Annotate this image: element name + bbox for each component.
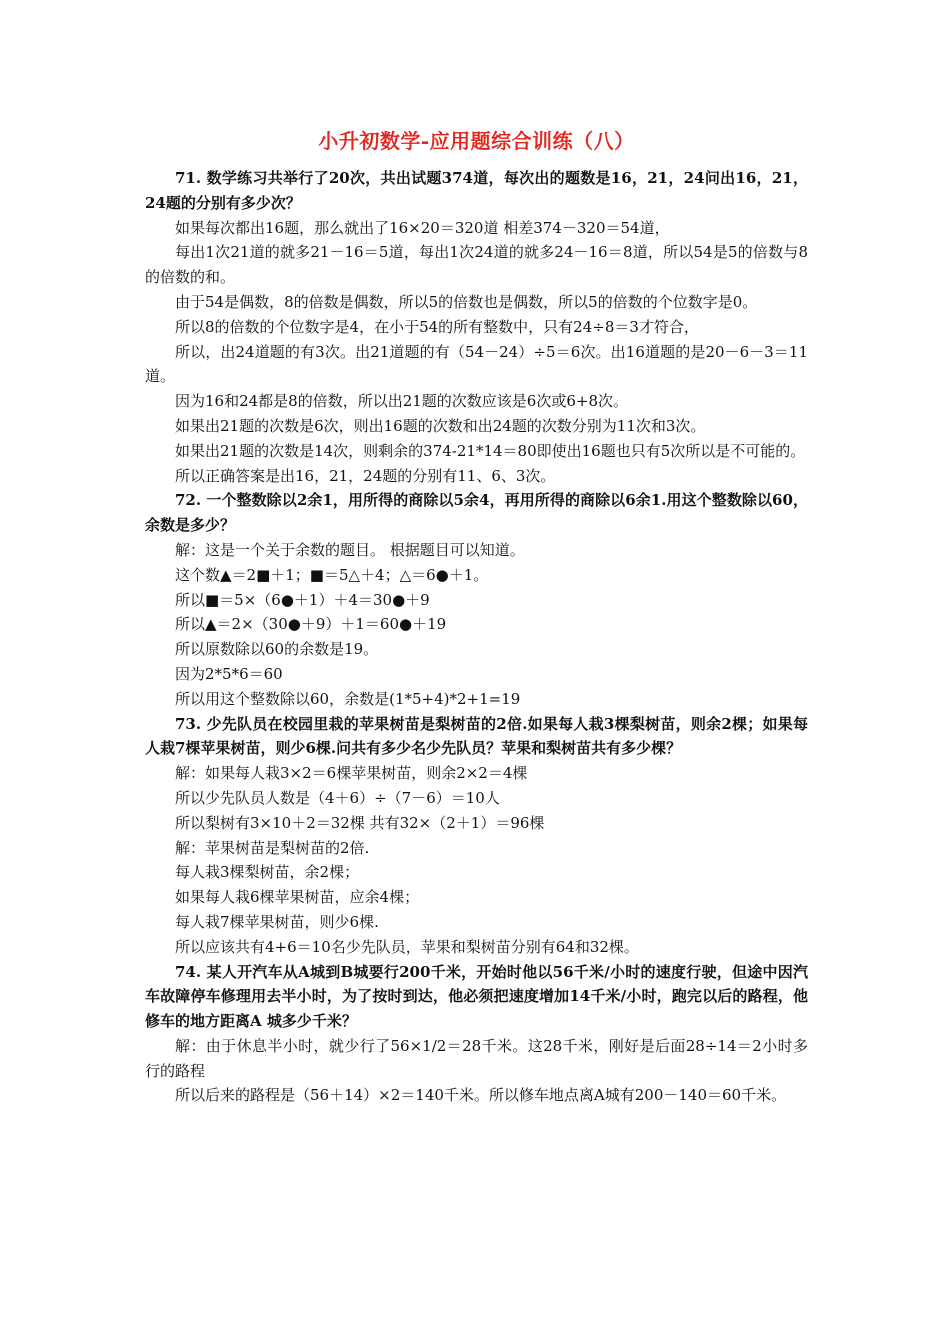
answer-paragraph: 所以■＝5×（6●＋1）＋4＝30●＋9	[175, 590, 430, 609]
answer-paragraph: 所以应该共有4+6＝10名少先队员，苹果和梨树苗分别有64和32棵。	[175, 937, 639, 956]
answer-paragraph: 因为2*5*6＝60	[175, 664, 283, 683]
answer-paragraph: 所以正确答案是出16，21，24题的分别有11、6、3次。	[175, 466, 556, 485]
answer-paragraph: 因为16和24都是8的倍数，所以出21题的次数应该是6次或6+8次。	[175, 392, 629, 411]
answer-paragraph: 每出1次21道的就多21－16＝5道，每出1次24道的就多24－16＝8道，所以54是5的倍数与8的倍数的和。	[145, 243, 808, 287]
answer-paragraph: 每人栽7棵苹果树苗，则少6棵.	[175, 912, 379, 931]
answer-paragraph: 解：如果每人栽3×2＝6棵苹果树苗，则余2×2＝4棵	[175, 764, 528, 783]
answer-paragraph: 所以原数除以60的余数是19。	[175, 640, 379, 659]
answer-paragraph: 解：由于休息半小时，就少行了56×1/2＝28千米。这28千米，刚好是后面28÷14＝2小时多行的路程	[145, 1036, 808, 1080]
answer-paragraph: 所以梨树有3×10＋2＝32棵 共有32×（2＋1）＝96棵	[175, 813, 545, 832]
answer-paragraph: 解：苹果树苗是梨树苗的2倍.	[175, 838, 370, 857]
question-paragraph: 72. 一个整数除以2余1，用所得的商除以5余4，再用所得的商除以6余1.用这个整数除以60，余数是多少？	[145, 491, 808, 535]
answer-paragraph: 每人栽3棵梨树苗，余2棵；	[175, 863, 360, 882]
document-title: 小升初数学-应用题综合训练（八）	[318, 129, 635, 153]
answer-paragraph: 所以8的倍数的个位数字是4，在小于54的所有整数中，只有24÷8＝3才符合，	[175, 317, 699, 336]
question-paragraph: 74. 某人开汽车从A城到B城要行200千米，开始时他以56千米/小时的速度行驶，但途中因汽车故障停车修理用去半小时，为了按时到达，他必须把速度增加14千米/小时，跑完以后的路程，他修车的地方距离A 城多少千米？	[145, 962, 808, 1031]
answer-paragraph: 由于54是偶数，8的倍数是偶数，所以5的倍数也是偶数，所以5的倍数的个位数字是0。	[175, 292, 758, 311]
answer-paragraph: 如果每人栽6棵苹果树苗，应余4棵；	[175, 888, 420, 907]
question-paragraph: 73. 少先队员在校园里栽的苹果树苗是梨树苗的2倍.如果每人栽3棵梨树苗，则余2棵；如果每人栽7棵苹果树苗，则少6棵.问共有多少名少先队员？苹果和梨树苗共有多少棵？	[145, 714, 808, 758]
answer-paragraph: 如果每次都出16题，那么就出了16×20＝320道 相差374－320＝54道，	[175, 218, 670, 237]
answer-paragraph: 解：这是一个关于余数的题目。 根据题目可以知道。	[175, 540, 525, 559]
answer-paragraph: 所以用这个整数除以60，余数是(1*5+4)*2+1=19	[175, 689, 521, 708]
answer-paragraph: 这个数▲＝2■＋1；■＝5△＋4；△＝6●＋1。	[175, 565, 489, 584]
answer-paragraph: 所以少先队员人数是（4＋6）÷（7－6）＝10人	[175, 788, 500, 807]
answer-paragraph: 如果出21题的次数是14次，则剩余的374-21*14＝80即使出16题也只有5次所以是不可能的。	[175, 441, 806, 460]
answer-paragraph: 所以▲＝2×（30●＋9）＋1＝60●＋19	[175, 615, 447, 634]
answer-paragraph: 所以后来的路程是（56＋14）×2＝140千米。所以修车地点离A城有200－140＝60千米。	[175, 1086, 787, 1105]
answer-paragraph: 所以，出24道题的有3次。出21道题的有（54－24）÷5＝6次。出16道题的是20－6－3＝11道。	[145, 342, 808, 386]
answer-paragraph: 如果出21题的次数是6次，则出16题的次数和出24题的次数分别为11次和3次。	[175, 416, 706, 435]
document-page	[145, 126, 808, 1108]
question-paragraph: 71. 数学练习共举行了20次，共出试题374道，每次出的题数是16，21，24问出16，21，24题的分别有多少次？	[145, 169, 808, 212]
document-body	[145, 166, 808, 1108]
